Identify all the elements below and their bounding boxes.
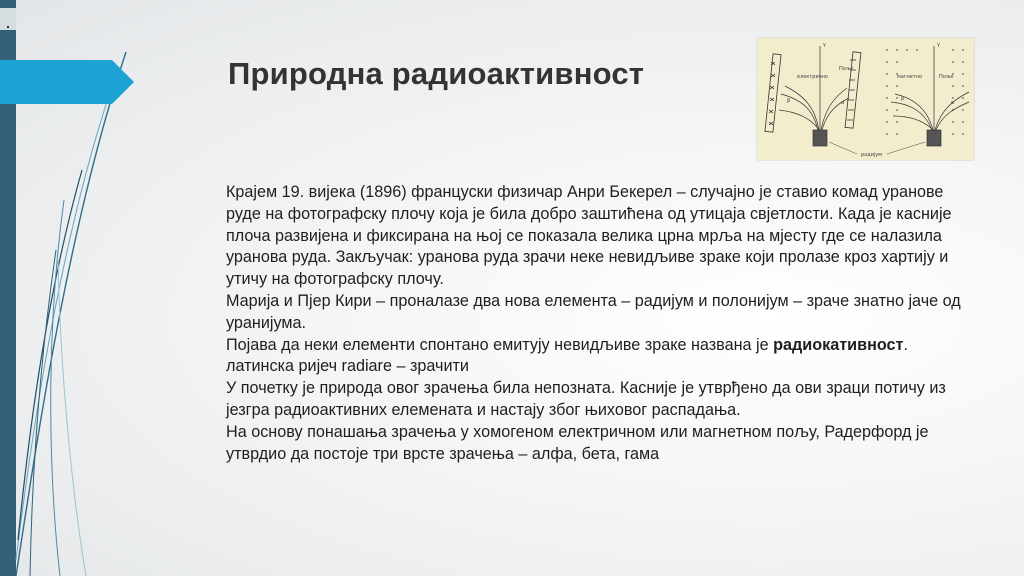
paragraph-becquerel: Крајем 19. вијека (1896) француски физичар Анри Бекерел – случајно је ставио комад уранове руде на фотографску плочу која је била добро заштићена од утицаја свјетлости. Када је касније плоча развијена и фиксирана на њој се показала велика црна мрља на мјесту где се налазила уранова руда. Закључак: уранова руда зрачи неке невидљиве зраке који пролазе кроз хартију и утичу на фотографску плочу.: [226, 183, 952, 289]
title-arrow-marker: [0, 60, 134, 104]
svg-text:γ: γ: [823, 42, 826, 48]
svg-text:Поље: Поље: [939, 74, 954, 80]
svg-text:Поље: Поље: [839, 66, 854, 72]
paragraph-rutherford: На основу понашања зрачења у хомогеном електричном или магнетном пољу, Радерфорд је утврдио да постоје три врсте зрачења – алфа, бета, гама: [226, 422, 929, 463]
svg-text:α: α: [951, 100, 955, 106]
svg-text:β: β: [787, 98, 791, 104]
svg-text:радијум: радијум: [861, 152, 883, 158]
body-text: [226, 182, 978, 465]
term-radioactivity: радиокативност: [773, 335, 904, 354]
paragraph-etymology: латинска ријеч radiare – зрачити: [226, 357, 469, 376]
svg-text:β: β: [901, 96, 905, 102]
paragraph-radioactivity-definition: Појава да неки елементи спонтано емитују невидљиве зраке названа је радиокативност.: [226, 335, 908, 354]
page-title: Природна радиоактивност: [228, 56, 645, 91]
svg-text:γ: γ: [937, 42, 940, 48]
radiation-fields-diagram: [757, 38, 974, 160]
svg-text:магнетно: магнетно: [897, 74, 923, 80]
svg-text:α: α: [841, 100, 845, 106]
paragraph-origin: У почетку је природа овог зрачења била непозната. Касније је утврђено да ови зраци потичу из језгра радиоактивних елемената и настају због њиховог распадања.: [226, 379, 946, 419]
paragraph-curie: Марија и Пјер Кири – проналазе два нова елемента – радијум и полонијум – зраче знатно јаче од уранијума.: [226, 291, 961, 332]
svg-text:електрично: електрично: [797, 74, 828, 80]
